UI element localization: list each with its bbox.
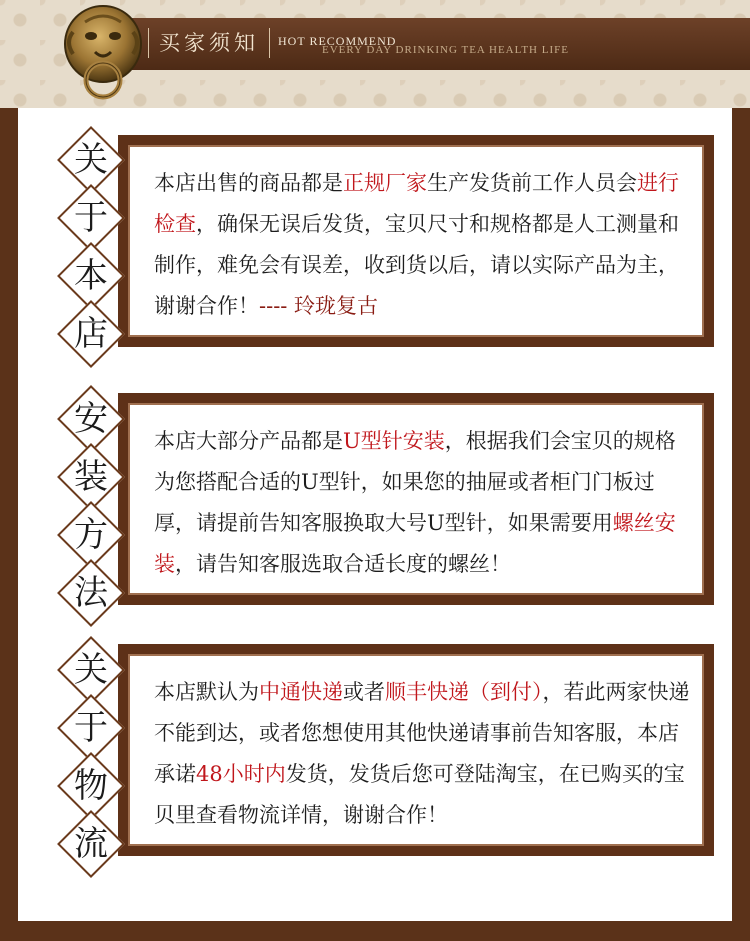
info-card-about-store — [118, 135, 714, 347]
text-segment: ，若此两家快递不能到达，或者您想使用其他快递请事前告知客服，本店承诺 — [154, 680, 690, 786]
text-segment: ，确保无误后发货，宝贝尺寸和规格都是人工测量和制作，难免会有误差，收到货以后，请以实际产品为主，谢谢合作！ — [154, 212, 679, 318]
text-segment: 发货，发货后您可登陆淘宝，在已购买的宝贝里查看物流详情，谢谢合作！ — [154, 762, 685, 827]
text-segment: 本店出售的商品都是 — [154, 171, 343, 195]
label-char: 店 — [67, 310, 115, 358]
page-title: 买家须知 — [148, 28, 270, 58]
text-segment: 本店默认为 — [154, 680, 259, 704]
highlight-text: 48小时内 — [196, 762, 286, 786]
highlight-text: 中通快递 — [259, 680, 343, 704]
label-char: 关 — [67, 646, 115, 694]
label-char: 方 — [67, 511, 115, 559]
label-char: 关 — [67, 136, 115, 184]
highlight-text: 正规厂家 — [343, 171, 427, 195]
highlight-text: 螺丝安装 — [154, 511, 676, 576]
text-segment: 本店大部分产品都是 — [154, 429, 343, 453]
info-card-installation — [118, 393, 714, 605]
lion-door-knocker-icon — [55, 2, 151, 102]
highlight-text: ---- 玲珑复古 — [259, 294, 379, 318]
highlight-text: 顺丰快递（到付） — [385, 680, 543, 704]
card-text — [154, 672, 690, 836]
label-char: 流 — [67, 820, 115, 868]
highlight-text: 进行检查 — [154, 171, 679, 236]
text-segment: ，根据我们会宝贝的规格为您搭配合适的U型针，如果您的抽屉或者柜门门板过厚，请提前告知客服换取大号U型针，如果需要用 — [154, 429, 676, 535]
label-char: 于 — [67, 704, 115, 752]
text-segment: 生产发货前工作人员会 — [427, 171, 637, 195]
label-char: 于 — [67, 194, 115, 242]
card-text — [154, 421, 690, 585]
label-char: 装 — [67, 453, 115, 501]
label-char: 物 — [67, 762, 115, 810]
info-card-logistics — [118, 644, 714, 856]
subtitle-en: HOT RECOMMEND — [278, 34, 397, 48]
header — [0, 0, 750, 108]
text-segment: ，请告知客服选取合适长度的螺丝！ — [175, 552, 511, 576]
card-text — [154, 163, 690, 327]
highlight-text: U型针安装 — [343, 429, 445, 453]
text-segment: 或者 — [343, 680, 385, 704]
label-char: 法 — [67, 569, 115, 617]
label-char: 本 — [67, 252, 115, 300]
label-char: 安 — [67, 395, 115, 443]
tagline-en: EVERY DAY DRINKING TEA HEALTH LIFE — [322, 44, 569, 56]
